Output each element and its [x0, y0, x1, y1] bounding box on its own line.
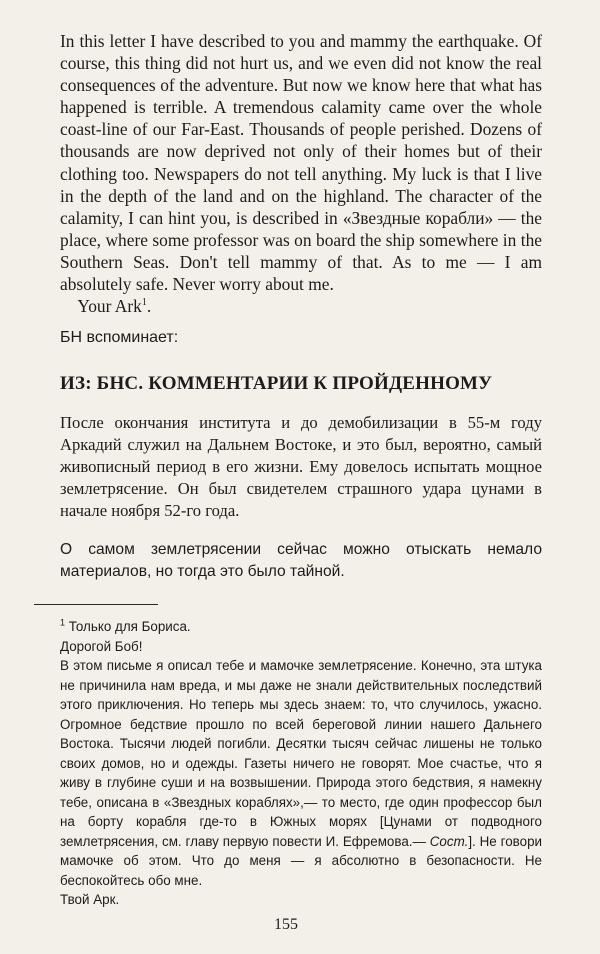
footnote-greeting: Дорогой Боб!	[60, 638, 143, 654]
footnote-line	[60, 617, 542, 637]
body-paragraph: После окончания института и до демобилизации в 55-м году Аркадий служил на Дальнем Востоке, и это был, вероятно, самый живописный период в его жизни. Ему довелось испытать мощное землетрясение. Он был свидетелем страшного удара цунами в начале ноября 52-го года.	[60, 413, 542, 520]
letter-body: In this letter I have described to you and mammy the earthquake. Of course, this thing did not hurt us, and we even did not know the real consequences of the adventure. But now we know here that what has happened is terrible. A tremendous calamity came over the whole coast-line of our Far-East. Thousands of people perished. Dozens of thousands are now deprived not only of their homes but of their clothing too. Newspapers do not tell anything. My luck is that I live in the depth of the land and on the highland. The character of the calamity, I can hint you, is described in «Звездные корабли» — the place, where some professor was on board the ship somewhere in the Southern Seas. Don't tell mammy of that. As to me — I am absolutely safe. Never worry about me.	[60, 31, 542, 295]
footnote-mark: 1	[60, 617, 66, 628]
english-letter	[60, 30, 542, 317]
footnote-line-text: Только для Бориса.	[68, 619, 191, 634]
letter-signoff-text: Your Ark	[77, 296, 142, 317]
footnote-body-text: В этом письме я описал тебе и мамочке землетрясение. Конечно, эта штука не причинила нам вреда, и мы даже не знали действительных последствий этого приключения. Но теперь мы здесь знаем: то, что случилось, ужасно. Огромное бедствие прошло по всей береговой линии нашего Дальнего Востока. Тысячи людей погибли. Десятки тысяч сейчас лишены не только своих домов, но и одежды. Газеты ничего не говорят. Мое счастье, что я живу в глубине суши и на возвышении. Природа этого бедствия, я намекну тебе, описана в «Звездных кораблях»,— то место, где один профессор был на борту корабля где-то в Южных морях [Цунами от подводного землетрясения, см. главу первую повести И. Ефремова.—	[60, 658, 542, 849]
footnote-body-end: ]. Не говори мамочке об этом. Что до меня — я абсолютно в безопасности. Не беспокойтесь обо мне.	[60, 833, 543, 888]
footnote-divider	[34, 604, 158, 605]
page-number: 155	[274, 916, 298, 933]
footnote	[60, 617, 542, 910]
bn-recalls-line: БН вспоминает:	[60, 329, 179, 346]
footnote-editor-note: Сост.	[429, 833, 469, 849]
footnote-body	[60, 656, 542, 890]
section-heading: ИЗ: БНС. КОММЕНТАРИИ К ПРОЙДЕННОМУ	[60, 373, 493, 394]
body-paragraph: О самом землетрясении сейчас можно отыскать немало материалов, но тогда это было тайной.	[60, 541, 542, 580]
footnote-signoff: Твой Арк.	[60, 892, 120, 907]
letter-signoff: Your Ark$^1$.	[77, 296, 152, 317]
footnote-reference[interactable]: 1	[141, 297, 147, 309]
